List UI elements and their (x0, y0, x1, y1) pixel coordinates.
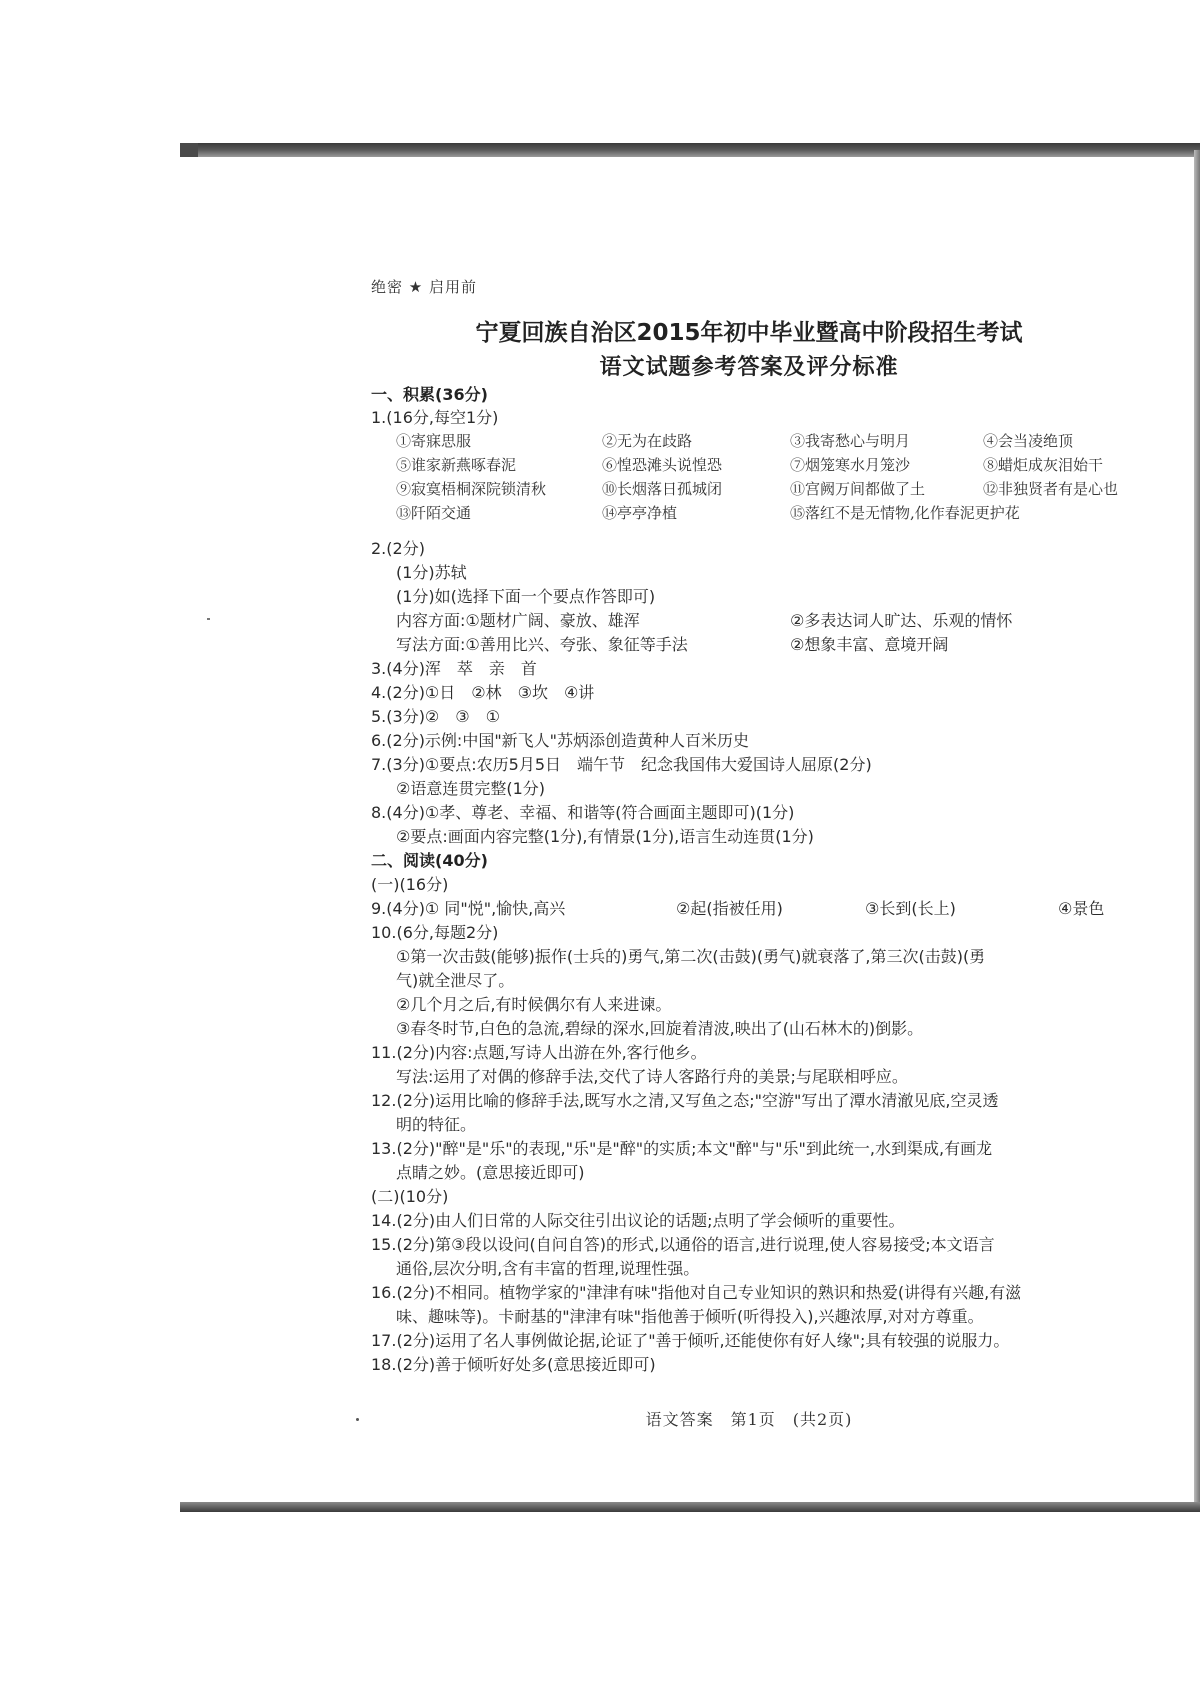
answer-cell: ⑨寂寞梧桐深院锁清秋 (396, 480, 547, 498)
answer-line: ③长到(长上) (865, 899, 956, 918)
answer-cell: ③我寄愁心与明月 (790, 432, 911, 450)
answer-line: 17.(2分)运用了名人事例做论据,论证了"善于倾听,还能使你有好人缘";具有较强的说服力。 (371, 1331, 1010, 1350)
answer-cell: ⑭亭亭净植 (602, 504, 678, 522)
answer-line: 15.(2分)第③段以设问(自问自答)的形式,以通俗的语言,进行说理,使人容易接受;本文语言 (371, 1235, 995, 1254)
answer-cell: ⑩长烟落日孤城闭 (602, 480, 723, 498)
answer-cell: ②无为在歧路 (602, 432, 693, 450)
answer-line: 8.(4分)①孝、尊老、幸福、和谐等(符合画面主题即可)(1分) (371, 803, 795, 822)
section-heading-reading: 二、阅读(40分) (371, 851, 488, 870)
answer-line: 13.(2分)"醉"是"乐"的表现,"乐"是"醉"的实质;本文"醉"与"乐"到此统一,水到渠成,有画龙 (371, 1139, 993, 1158)
answer-line: 9.(4分)① 同"悦",愉快,高兴 (371, 899, 566, 918)
page-footer: 语文答案 第1页 (共2页) (645, 1410, 853, 1429)
answer-cell: ①寄寐思服 (396, 432, 472, 450)
answer-line: 6.(2分)示例:中国"新飞人"苏炳添创造黄种人百米历史 (371, 731, 750, 750)
scan-speck (356, 1418, 359, 1421)
scan-edge-bottom (180, 1502, 1200, 1512)
answer-line: 10.(6分,每题2分) (371, 923, 499, 942)
answer-line: 明的特征。 (396, 1115, 477, 1134)
answer-line: 3.(4分)浑 萃 亲 首 (371, 659, 537, 678)
answer-line: 5.(3分)② ③ ① (371, 707, 500, 726)
answer-line: 14.(2分)由人们日常的人际交往引出议论的话题;点明了学会倾听的重要性。 (371, 1211, 905, 1230)
answer-line: ③春冬时节,白色的急流,碧绿的深水,回旋着清波,映出了(山石林木的)倒影。 (396, 1019, 924, 1038)
section-heading-accumulation: 一、积累(36分) (371, 385, 488, 404)
scan-speck (207, 618, 210, 620)
subsection-heading: (二)(10分) (371, 1187, 449, 1206)
answer-line: 2.(2分) (371, 539, 425, 558)
answer-line: ②起(指被任用) (676, 899, 783, 918)
answer-line: 写法方面:①善用比兴、夸张、象征等手法 (396, 635, 688, 654)
answer-line: ②想象丰富、意境开阔 (790, 635, 949, 654)
answer-line: (1分)苏轼 (396, 563, 467, 582)
answer-line: 12.(2分)运用比喻的修辞手法,既写水之清,又写鱼之态;"空游"写出了潭水清澈见底,空灵透 (371, 1091, 999, 1110)
answer-line: 内容方面:①题材广阔、豪放、雄浑 (396, 611, 640, 630)
answer-line: ④景色 (1058, 899, 1105, 918)
page-title: 宁夏回族自治区2015年初中毕业暨高中阶段招生考试 (475, 320, 1023, 346)
classification-label: 绝密 ★ 启用前 (371, 278, 477, 296)
answer-line: ②要点:画面内容完整(1分),有情景(1分),语言生动连贯(1分) (396, 827, 814, 846)
question-1-label: 1.(16分,每空1分) (371, 408, 499, 427)
answer-cell: ⑪宫阙万间都做了土 (790, 480, 926, 498)
answer-line: ②语意连贯完整(1分) (396, 779, 546, 798)
subsection-heading: (一)(16分) (371, 875, 449, 894)
answer-line: 通俗,层次分明,含有丰富的哲理,说理性强。 (396, 1259, 700, 1278)
scan-edge-top (180, 143, 1200, 157)
answer-cell: ⑥惶恐滩头说惶恐 (602, 456, 723, 474)
answer-cell: ⑦烟笼寒水月笼沙 (790, 456, 911, 474)
answer-line: 点睛之妙。(意思接近即可) (396, 1163, 585, 1182)
answer-line: ②多表达词人旷达、乐观的情怀 (790, 611, 1013, 630)
answer-cell: ⑮落红不是无情物,化作春泥更护花 (790, 504, 1020, 522)
answer-line: 16.(2分)不相同。植物学家的"津津有味"指他对自己专业知识的熟识和热爱(讲得有兴趣,有滋 (371, 1283, 1022, 1302)
scan-edge-right (1194, 150, 1200, 1512)
answer-line: ②几个月之后,有时候偶尔有人来进谏。 (396, 995, 672, 1014)
answer-cell: ⑤谁家新燕啄春泥 (396, 456, 517, 474)
answer-cell: ⑧蜡炬成灰泪始干 (983, 456, 1104, 474)
answer-line: 味、趣味等)。卡耐基的"津津有味"指他善于倾听(听得投入),兴趣浓厚,对对方尊重。 (396, 1307, 984, 1326)
answer-line: ①第一次击鼓(能够)振作(士兵的)勇气,第二次(击鼓)(勇气)就衰落了,第三次(击鼓)(勇 (396, 947, 986, 966)
answer-line: 7.(3分)①要点:农历5月5日 端午节 纪念我国伟大爱国诗人屈原(2分) (371, 755, 872, 774)
answer-line: 18.(2分)善于倾听好处多(意思接近即可) (371, 1355, 656, 1374)
answer-line: (1分)如(选择下面一个要点作答即可) (396, 587, 656, 606)
answer-cell: ⑫非独贤者有是心也 (983, 480, 1119, 498)
answer-cell: ⑬阡陌交通 (396, 504, 472, 522)
page-subtitle: 语文试题参考答案及评分标准 (599, 355, 899, 380)
answer-line: 气)就全泄尽了。 (396, 971, 515, 990)
answer-line: 4.(2分)①日 ②林 ③坎 ④讲 (371, 683, 595, 702)
answer-cell: ④会当凌绝顶 (983, 432, 1074, 450)
answer-line: 11.(2分)内容:点题,写诗人出游在外,客行他乡。 (371, 1043, 707, 1062)
answer-line: 写法:运用了对偶的修辞手法,交代了诗人客路行舟的美景;与尾联相呼应。 (396, 1067, 908, 1086)
